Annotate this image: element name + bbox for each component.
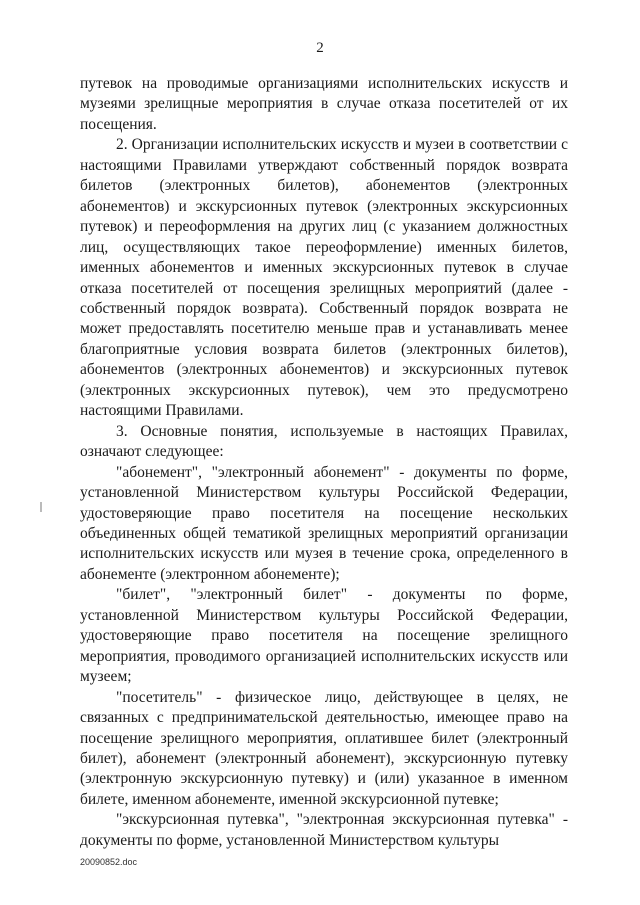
paragraph-continuation: путевок на проводимые организациями исполнительских искусств и музеями зрелищные мероприятия в случае отказа посетителей от их посещения. — [80, 75, 568, 133]
definition-abonement: "абонемент", "электронный абонемент" - документы по форме, установленной Министерством культуры Российской Федерации, удостоверяющие право посетителя на посещение нескольких объединенных общей тематикой зрелищных мероприятий организации исполнительских искусств или музея в течение срока, определенного в абонементе (электронном абонементе); — [80, 463, 568, 583]
page-number: 2 — [316, 40, 324, 56]
paragraph-clause-3: 3. Основные понятия, используемые в настоящих Правилах, означают следующее: — [80, 422, 568, 461]
document-body — [80, 74, 568, 851]
definition-excursion-voucher: "экскурсионная путевка", "электронная экскурсионная путевка" - документы по форме, установленной Министерством культуры — [80, 811, 568, 849]
paragraph-clause-2: 2. Организации исполнительских искусств и музеи в соответствии с настоящими Правилами утверждают собственный порядок возврата билетов (электронных билетов), абонементов (электронных абонементов) и экскурсионных путевок (электронных экскурсионных путевок) и переоформления на других лиц (с указанием должностных лиц, осуществляющих такое переоформление) именных билетов, именных абонементов и именных экскурсионных путевок в случае отказа посетителей от посещения зрелищных мероприятий (далее - собственный порядок возврата). Собственный порядок возврата не может предоставлять посетителю меньше прав и устанавливать менее благоприятные условия возврата билетов (электронных билетов), абонементов (электронных абонементов) и экскурсионных путевок (электронных экскурсионных путевок), чем это предусмотрено настоящими Правилами. — [80, 136, 568, 420]
margin-mark — [40, 502, 42, 512]
definition-visitor: "посетитель" - физическое лицо, действующее в целях, не связанных с предпринимательской деятельностью, имеющее право на посещение зрелищного мероприятия, оплатившее билет (электронный билет), абонемент (электронный абонемент), экскурсионную путевку (электронную экскурсионную путевку) и (или) указанное в именном билете, именном абонементе, именной экскурсионной путевке; — [80, 688, 568, 808]
footer-file-reference: 20090852.doc — [80, 857, 138, 867]
definition-ticket: "билет", "электронный билет" - документы по форме, установленной Министерством культуры Российской Федерации, удостоверяющие право посетителя на посещение зрелищного мероприятия, проводимого организацией исполнительских искусств или музеем; — [80, 586, 568, 686]
